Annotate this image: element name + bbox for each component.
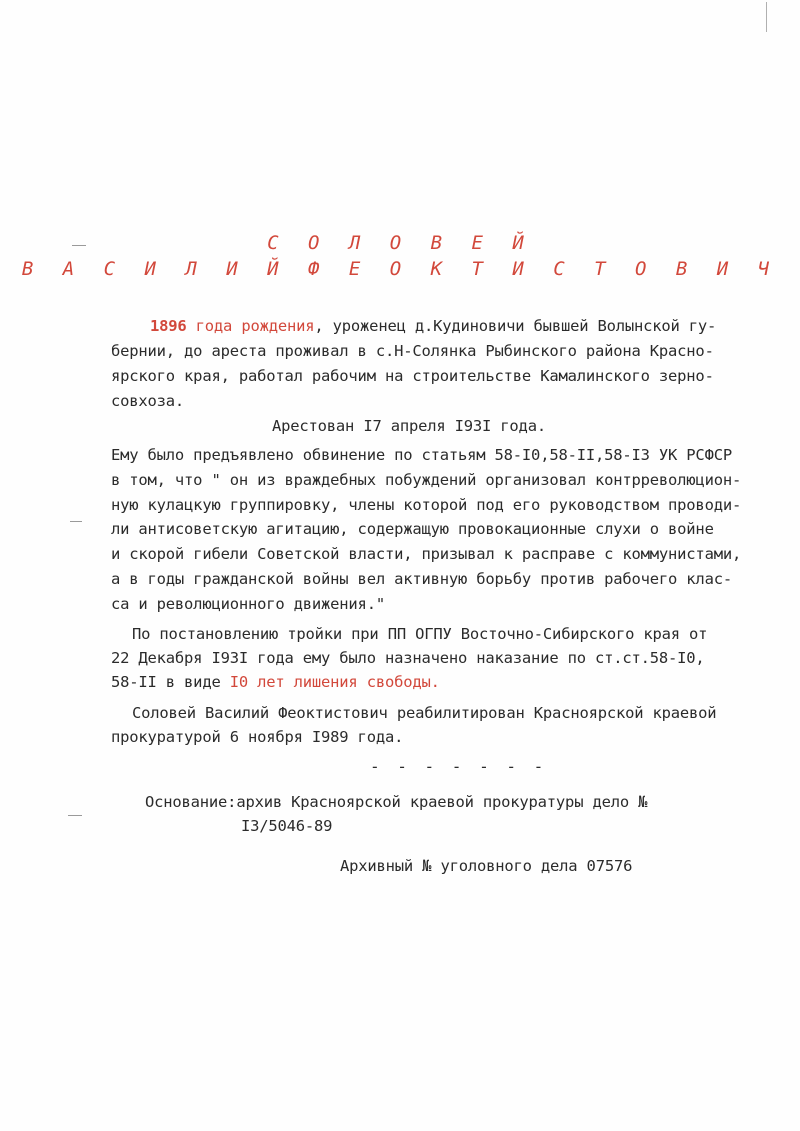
basis-line-1: Основание:архив Красноярской краевой прокуратуры дело № bbox=[145, 793, 648, 811]
bio-line-3: ярского края, работал рабочим на строительстве Камалинского зерно- bbox=[111, 367, 714, 385]
sentence-line-1: По постановлению тройки при ПП ОГПУ Восточно-Сибирского края от bbox=[132, 625, 708, 643]
charge-line-2: в том, что " он из враждебных побуждений организовал контрреволюцион- bbox=[111, 471, 742, 489]
rehab-line-2: прокуратурой 6 ноября I989 года. bbox=[111, 728, 404, 746]
sentence-article: 58-II в виде bbox=[111, 673, 230, 691]
charge-line-6: а в годы гражданской войны вел активную борьбу против рабочего клас- bbox=[111, 570, 732, 588]
birth-year-tail: года рождения bbox=[186, 317, 315, 335]
bio-line-2: бернии, до ареста проживал в с.Н-Солянка Рыбинского района Красно- bbox=[111, 342, 714, 360]
title-given-names: В А С И Л И Й Ф Е О К Т И С Т О В И Ч bbox=[21, 258, 779, 280]
bio-line-1-rest: , уроженец д.Кудиновичи бывшей Волынской гу- bbox=[314, 317, 717, 335]
rehab-line-1: Соловей Василий Феоктистович реабилитирован Красноярской краевой bbox=[132, 704, 717, 722]
charge-line-4: ли антисоветскую агитацию, содержащую провокационные слухи о войне bbox=[111, 520, 714, 538]
birth-year: 1896 bbox=[150, 317, 187, 335]
bio-line-4: совхоза. bbox=[111, 392, 185, 410]
charge-line-3: ную кулацкую группировку, члены которой под его руководством проводи- bbox=[111, 496, 742, 514]
archive-number: Архивный № уголовного дела 07576 bbox=[340, 857, 633, 875]
charge-line-7: са и революционного движения." bbox=[111, 595, 385, 613]
scan-mark-top-right bbox=[766, 2, 767, 32]
bio-line-1 bbox=[150, 316, 716, 336]
dash-separator: - - - - - - - bbox=[370, 757, 548, 776]
sentence-line-3 bbox=[111, 672, 440, 692]
sentence-term: I0 лет лишения свободы. bbox=[229, 673, 440, 691]
scan-mark-left-3 bbox=[68, 815, 82, 816]
charge-line-1: Ему было предъявлено обвинение по статьям 58-I0,58-II,58-I3 УК РСФСР bbox=[111, 446, 732, 464]
scan-mark-left-2 bbox=[70, 521, 82, 522]
sentence-line-2: 22 Декабря I93I года ему было назначено наказание по ст.ст.58-I0, bbox=[111, 649, 705, 667]
basis-line-2: I3/5046-89 bbox=[241, 817, 333, 835]
charge-line-5: и скорой гибели Советской власти, призывал к расправе с коммунистами, bbox=[111, 545, 742, 563]
arrest-line: Арестован I7 апреля I93I года. bbox=[272, 417, 546, 435]
title-surname: С О Л О В Е Й bbox=[267, 232, 533, 254]
